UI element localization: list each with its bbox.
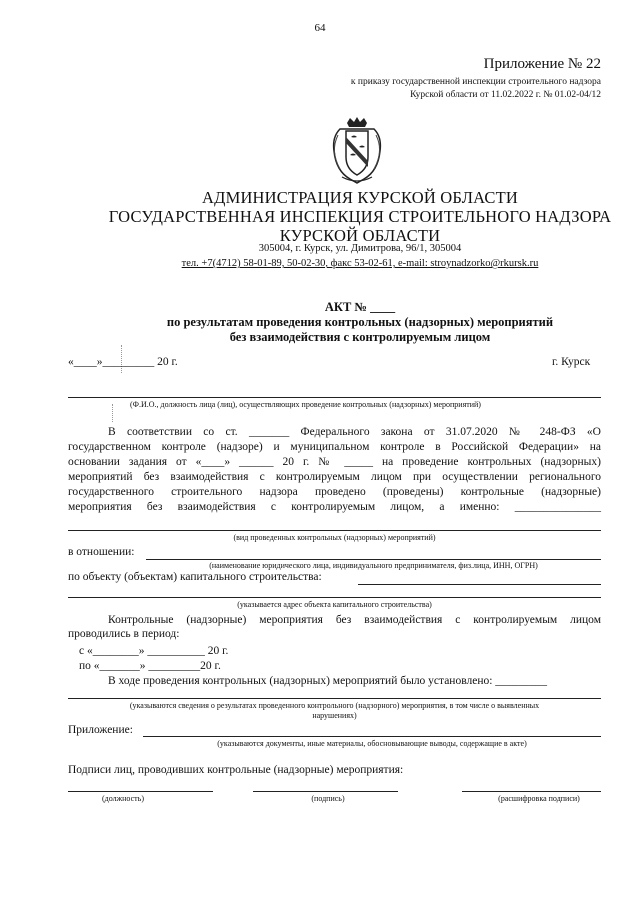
organization-address: 305004, г. Курск, ул. Димитрова, 96/1, 305004 (258, 243, 462, 254)
results-caption-2: нарушениях) (312, 711, 357, 720)
results-line (68, 698, 601, 699)
main-paragraph-line-5: государственного строительного надзора проведено (проведены) контрольные (надзорные) (68, 486, 601, 498)
established-label: В ходе проведения контрольных (надзорных) мероприятий было установлено: _________ (108, 675, 548, 687)
act-title: АКТ № ____ (324, 300, 396, 314)
entity-caption: (наименование юридического лица, индивидуального предпринимателя, физ.лица, ИНН, ОГРН) (209, 561, 538, 570)
main-paragraph-line-1: В соответствии со ст. _______ Федерального закона от 31.07.2020 № 248-ФЗ «О (108, 426, 601, 438)
organization-line-1: АДМИНИСТРАЦИЯ КУРСКОЙ ОБЛАСТИ (202, 188, 518, 207)
position-caption: (должность) (102, 794, 144, 803)
appendix-order-line: к приказу государственной инспекции строительного надзора (350, 77, 601, 87)
period-to: по «_______» _________20 г. (79, 660, 221, 672)
object-label: по объекту (объектам) капитального строительства: (68, 571, 322, 583)
main-paragraph-line-4: мероприятий без взаимодействия с контролируемым лицом при осуществлении регионального (68, 471, 601, 483)
decoding-caption: (расшифровка подписи) (498, 794, 580, 803)
act-subtitle-2: без взаимодействия с контролируемым лицом (229, 330, 491, 344)
attachment-label: Приложение: (68, 724, 133, 736)
main-paragraph-line-3: основании задания от «____» ______ 20 г. № _____ на проведение контрольных (надзорных) (68, 456, 601, 468)
signature-line (253, 791, 398, 792)
organization-line-3: КУРСКОЙ ОБЛАСТИ (279, 226, 441, 245)
coat-of-arms-icon (326, 117, 388, 185)
period-paragraph-line-1: Контрольные (надзорные) мероприятия без взаимодействия с контролируемым лицом (108, 614, 601, 626)
period-from: с «________» __________ 20 г. (79, 645, 229, 657)
attachment-line (143, 736, 601, 737)
main-paragraph-line-6: мероприятия без взаимодействия с контролируемым лицом, а именно: _______________ (68, 501, 601, 513)
object-address-caption: (указывается адрес объекта капитального строительства) (237, 600, 432, 609)
attachments-caption: (указываются документы, иные материалы, обосновывающие выводы, содержащие в акте) (217, 739, 527, 748)
event-type-caption: (вид проведенных контрольных (надзорных) мероприятий) (233, 533, 436, 542)
page-number: 64 (314, 22, 326, 34)
scan-mark (112, 404, 113, 422)
official-caption: (Ф.И.О., должность лица (лиц), осуществляющих проведение контрольных (надзорных) мероприятий) (130, 400, 481, 409)
organization-line-2: ГОСУДАРСТВЕННАЯ ИНСПЕКЦИЯ СТРОИТЕЛЬНОГО НАДЗОРА (108, 207, 612, 226)
event-type-line (68, 530, 601, 531)
main-paragraph-line-2: государственном контроле (надзоре) и муниципальном контроле в Российской Федерации» на (68, 441, 601, 453)
appendix-title: Приложение № 22 (483, 56, 601, 72)
results-caption-1: (указываются сведения о результатах проведенного контрольного (надзорного) мероприятия, в том числе о выявленных (129, 701, 540, 710)
object-line-1 (358, 584, 601, 585)
act-date: «____»_________ 20 г. (68, 356, 178, 368)
act-subtitle-1: по результатам проведения контрольных (надзорных) мероприятий (166, 315, 554, 329)
act-place: г. Курск (552, 356, 591, 368)
decoding-line (462, 791, 601, 792)
regarding-line (146, 559, 601, 560)
period-paragraph-line-2: проводились в период: (68, 628, 180, 640)
object-line-2 (68, 597, 601, 598)
organization-contacts: тел. +7(4712) 58-01-89, 50-02-30, факс 53-02-61, e-mail: stroynadzorko@rkursk.ru (181, 258, 539, 269)
position-line (68, 791, 213, 792)
official-name-line (68, 397, 601, 398)
signatures-heading: Подписи лиц, проводивших контрольные (надзорные) мероприятия: (68, 764, 404, 776)
signature-caption: (подпись) (311, 794, 345, 803)
appendix-date-line: Курской области от 11.02.2022 г. № 01.02-04/12 (410, 90, 601, 100)
regarding-label: в отношении: (68, 546, 135, 558)
